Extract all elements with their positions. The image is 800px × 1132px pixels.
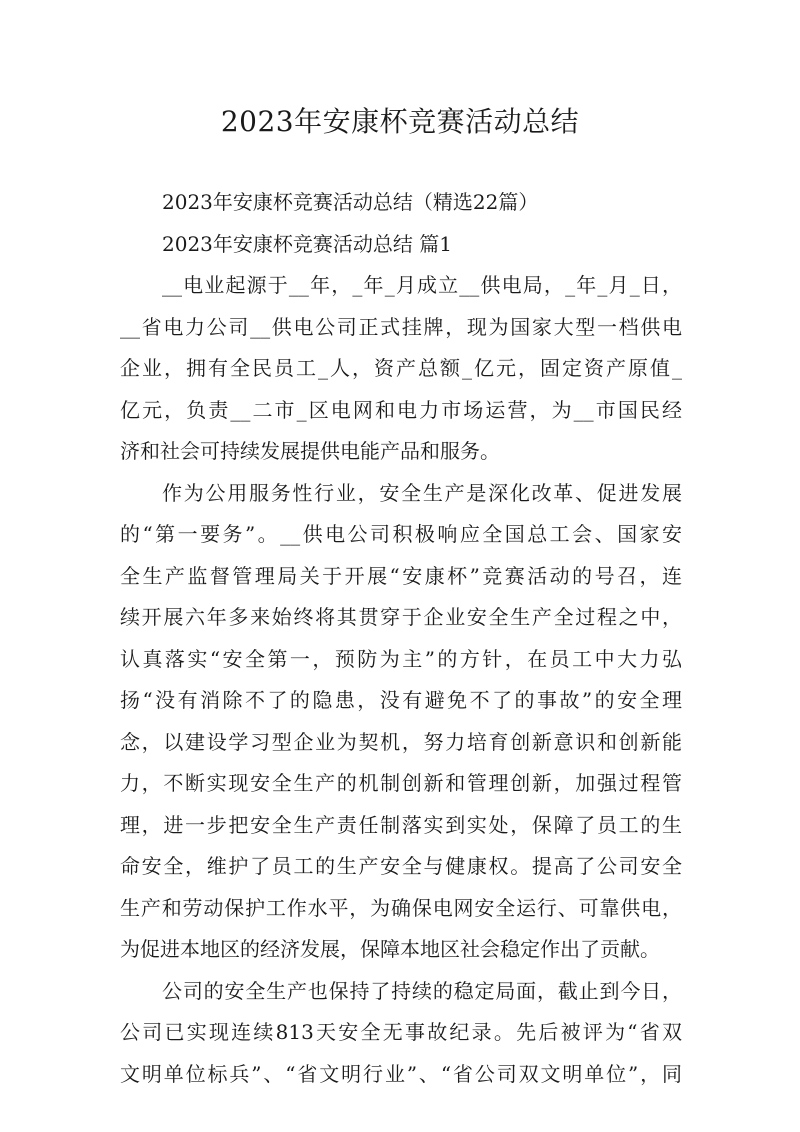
paragraph-line: 命安全，维护了员工的生产安全与健康权。提高了公司安全	[120, 854, 682, 878]
paragraph-line: 力，不断实现安全生产的机制创新和管理创新，加强过程管	[120, 771, 682, 795]
paragraph-line: 全生产监督管理局关于开展“安康杯”竞赛活动的号召，连	[120, 563, 682, 588]
paragraph-line: 企业，拥有全民员工_人，资产总额_亿元，固定资产原值_	[120, 356, 682, 380]
paragraph-line: 认真落实“安全第一，预防为主”的方针，在员工中大力弘	[120, 646, 682, 671]
paragraph-line: 扬“没有消除不了的隐患，没有避免不了的事故”的安全理	[120, 688, 682, 712]
paragraph-line: 念，以建设学习型企业为契机，努力培育创新意识和创新能	[120, 729, 682, 754]
document-title: 2023年安康杯竞赛活动总结	[220, 105, 580, 138]
paragraph-line: 文明单位标兵”、“省文明行业”、“省公司双文明单位”，同	[120, 1061, 682, 1086]
paragraph	[120, 971, 682, 1096]
paragraph-line: 续开展六年多来始终将其贯穿于企业安全生产全过程之中，	[120, 605, 682, 629]
paragraph-line: 作为公用服务性行业，安全生产是深化改革、促进发展	[162, 480, 682, 505]
paragraph-line: 生产和劳动保护工作水平，为确保电网安全运行、可靠供电，	[120, 895, 682, 920]
document-subtitle: 2023年安康杯竞赛活动总结（精选22篇）	[162, 190, 539, 214]
paragraph-line: __省电力公司__供电公司正式挂牌，现为国家大型一档供电	[120, 314, 682, 339]
paragraph-line: 的“第一要务”。__供电公司积极响应全国总工会、国家安	[120, 522, 682, 546]
paragraph-line: 公司的安全生产也保持了持续的稳定局面，截止到今日，	[162, 978, 682, 1003]
paragraph	[120, 265, 682, 473]
paragraph-line: 济和社会可持续发展提供电能产品和服务。	[120, 439, 500, 463]
document-body	[120, 182, 682, 1095]
paragraph-line: __电业起源于__年，_年_月成立__供电局，_年_月_日，	[162, 273, 682, 297]
paragraph-line: 公司已实现连续813天安全无事故纪录。先后被评为“省双	[120, 1020, 682, 1044]
paragraph-line: 亿元，负责__二市_区电网和电力市场运营，为__市国民经	[120, 397, 682, 422]
paragraph	[120, 473, 682, 971]
paragraph-line: 为促进本地区的经济发展，保障本地区社会稳定作出了贡献。	[120, 937, 660, 961]
section-heading: 2023年安康杯竞赛活动总结 篇1	[162, 231, 452, 256]
paragraph-line: 理，进一步把安全生产责任制落实到实处，保障了员工的生	[120, 812, 682, 837]
